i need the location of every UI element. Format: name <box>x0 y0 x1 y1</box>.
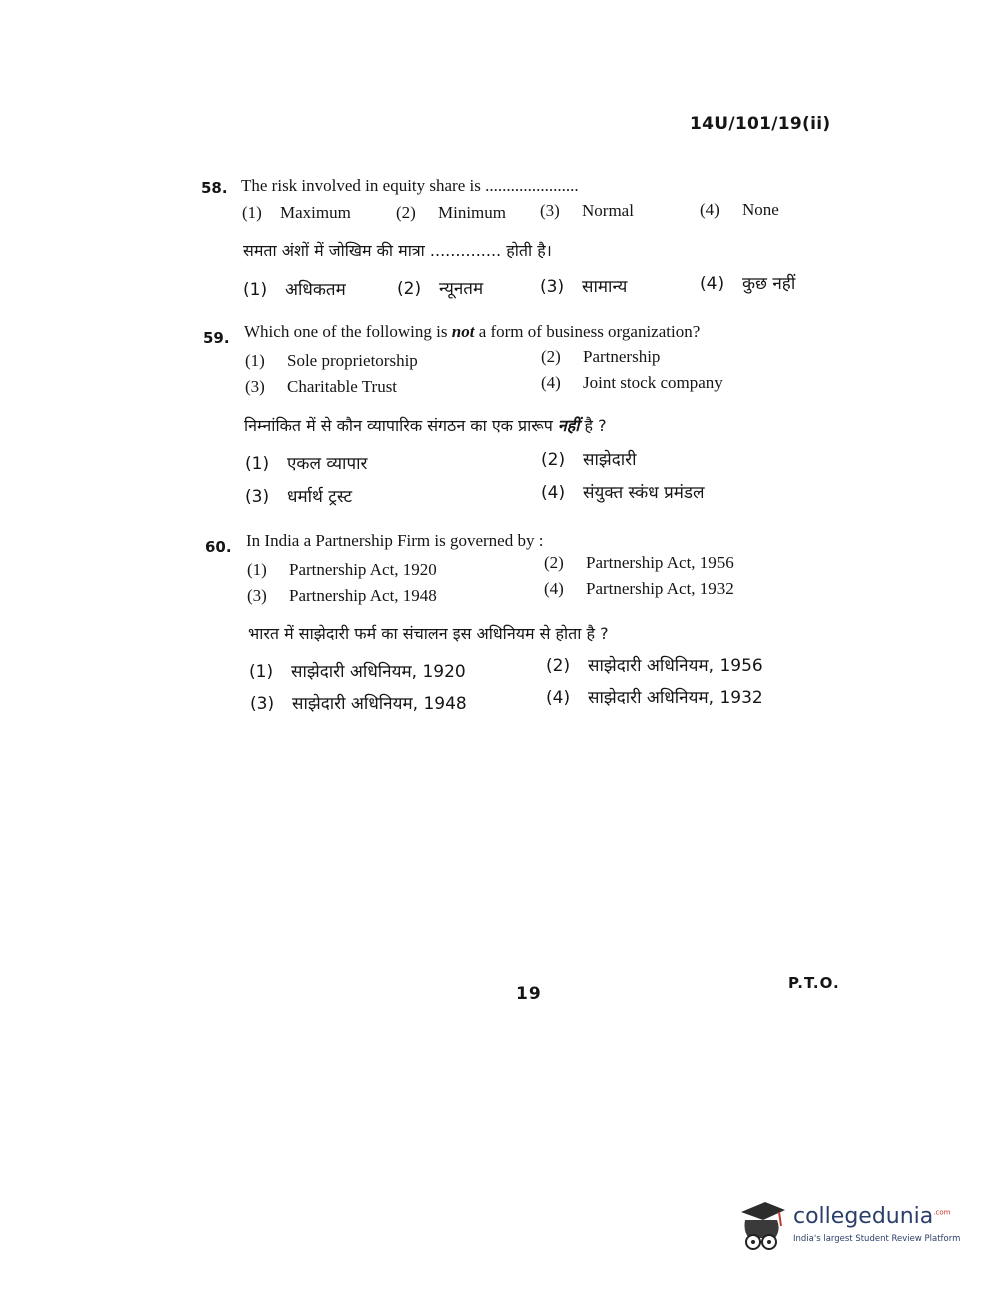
option-1-en: (1) Maximum <box>242 203 351 222</box>
option-2-hi: (2) साझेदारी अधिनियम, 1956 <box>546 656 763 676</box>
option-3-hi: (3) सामान्य <box>540 277 628 297</box>
mascot-icon <box>735 1198 791 1258</box>
option-1-hi: (1) एकल व्यापार <box>245 454 368 474</box>
option-1-hi: (1) अधिकतम <box>243 280 346 300</box>
question-number: 58. <box>201 179 228 197</box>
paper-code: 14U/101/19(ii) <box>690 114 831 134</box>
option-3-hi: (3) धर्मार्थ ट्रस्ट <box>245 487 353 507</box>
option-4-hi: (4) कुछ नहीं <box>700 274 796 294</box>
option-4-hi: (4) साझेदारी अधिनियम, 1932 <box>546 688 763 708</box>
option-3-hi: (3) साझेदारी अधिनियम, 1948 <box>250 694 467 714</box>
question-number: 59. <box>203 329 230 347</box>
logo-wordmark: collegedunia <box>793 1204 934 1229</box>
pto-label: P.T.O. <box>788 974 840 992</box>
question-number: 60. <box>205 538 232 556</box>
logo-tagline: India's largest Student Review Platform <box>793 1234 961 1244</box>
option-2-hi: (2) साझेदारी <box>541 450 637 470</box>
question-text-en: In India a Partnership Firm is governed by : <box>246 531 544 550</box>
option-1-en: (1) Sole proprietorship <box>245 351 418 370</box>
option-3-en: (3) Partnership Act, 1948 <box>247 586 437 605</box>
question-text-hi: समता अंशों में जोखिम की मात्रा .............. होती है। <box>243 241 552 260</box>
question-text-hi: निम्नांकित में से कौन व्यापारिक संगठन का एक प्रारूप नहीं है ? <box>244 416 607 435</box>
question-text-hi: भारत में साझेदारी फर्म का संचालन इस अधिनियम से होता है ? <box>248 624 609 643</box>
option-2-en: (2) Partnership Act, 1956 <box>544 553 734 572</box>
option-1-en: (1) Partnership Act, 1920 <box>247 560 437 579</box>
collegedunia-watermark <box>735 1198 965 1258</box>
option-2-en: (2) Minimum <box>396 203 507 222</box>
option-4-en: (4) Joint stock company <box>541 373 723 392</box>
question-text-en: The risk involved in equity share is ...................... <box>241 176 579 195</box>
page-number: 19 <box>516 984 542 1004</box>
question-text-en: Which one of the following is not a form of business organization? <box>244 322 701 341</box>
option-3-en: (3) Charitable Trust <box>245 377 398 396</box>
option-4-en: (4) None <box>700 200 779 219</box>
option-2-hi: (2) न्यूनतम <box>397 279 484 299</box>
option-2-en: (2) Partnership <box>541 347 661 366</box>
option-4-en: (4) Partnership Act, 1932 <box>544 579 734 598</box>
logo-suffix: .com <box>933 1208 951 1217</box>
option-1-hi: (1) साझेदारी अधिनियम, 1920 <box>249 662 466 682</box>
option-3-en: (3) Normal <box>540 201 634 220</box>
option-4-hi: (4) संयुक्त स्कंध प्रमंडल <box>541 483 705 503</box>
